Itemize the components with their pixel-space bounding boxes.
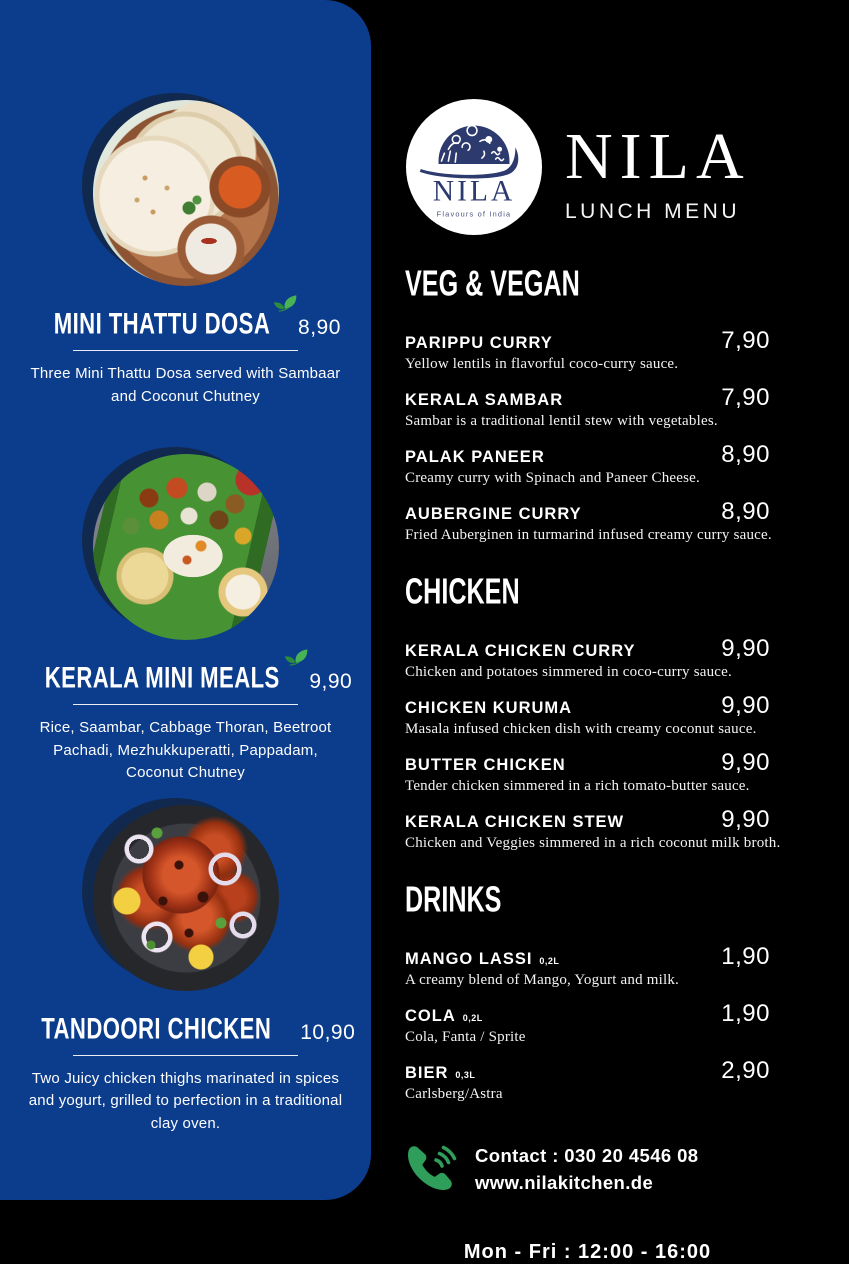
brand-title: NILA <box>565 120 751 193</box>
title-divider <box>73 704 298 705</box>
featured-item-price: 9,90 <box>309 670 353 693</box>
title-divider <box>73 1055 298 1056</box>
menu-item <box>405 806 781 852</box>
featured-title-row <box>19 660 353 695</box>
menu-item <box>405 692 770 738</box>
menu-item-row <box>405 749 770 777</box>
menu-section <box>405 266 770 544</box>
menu-item-name: PARIPPU CURRY <box>405 334 553 352</box>
menu-item <box>405 498 770 544</box>
menu-item-price: 9,90 <box>721 692 770 719</box>
section-items <box>405 327 770 544</box>
featured-item-price: 8,90 <box>298 316 341 339</box>
opening-hours: Mon - Fri : 12:00 - 16:00 <box>463 1241 712 1263</box>
menu-item-description: Tender chicken simmered in a rich tomato-butter sauce. <box>405 778 750 794</box>
menu-item-description: Masala infused chicken dish with creamy coconut sauce. <box>405 721 757 737</box>
featured-list <box>16 100 356 1135</box>
menu-item-row <box>405 327 770 355</box>
menu-item-name: BUTTER CHICKEN <box>405 756 566 774</box>
menu-item-description: Fried Auberginen in turmarind infused creamy curry sauce. <box>405 527 772 543</box>
menu-sections <box>405 264 781 1103</box>
nila-logo <box>405 98 543 236</box>
menu-item-name: KERALA CHICKEN CURRY <box>405 642 636 660</box>
section-heading: VEG & VEGAN <box>405 264 580 304</box>
menu-item-name: MANGO LASSI <box>405 950 533 968</box>
menu-item-price: 7,90 <box>721 327 770 354</box>
menu-item-description: Chicken and potatoes simmered in coco-curry sauce. <box>405 664 732 680</box>
featured-item <box>16 100 356 408</box>
brand-block <box>565 120 751 224</box>
menu-item-name: PALAK PANEER <box>405 448 545 466</box>
menu-item-description: Carlsberg/Astra <box>405 1086 503 1102</box>
menu-item-row <box>405 441 770 469</box>
featured-title-row <box>16 1011 356 1046</box>
menu-item-price: 7,90 <box>721 384 770 411</box>
menu-item-name: COLA <box>405 1007 456 1025</box>
featured-item-title: KERALA MINI MEALS <box>44 660 280 694</box>
featured-title-row <box>30 306 341 341</box>
menu-item <box>405 635 770 681</box>
menu-subtitle: LUNCH MENU <box>565 200 741 223</box>
menu-item-price: 1,90 <box>721 1000 770 1027</box>
leaf-icon <box>283 647 310 667</box>
menu-header <box>405 98 770 236</box>
featured-item-description: Three Mini Thattu Dosa served with Sambaar and Coconut Chutney <box>30 365 341 405</box>
menu-item-row <box>405 692 770 720</box>
featured-item-title: TANDOORI CHICKEN <box>40 1011 271 1045</box>
section-heading: CHICKEN <box>405 572 520 612</box>
menu-item-price: 9,90 <box>721 635 770 662</box>
menu-item-row <box>405 498 770 526</box>
logo-tagline: Flavours of India <box>436 209 512 219</box>
logo-wordmark: NILA <box>432 175 516 208</box>
section-heading: DRINKS <box>405 880 502 920</box>
section-items <box>405 943 770 1103</box>
section-items <box>405 635 781 852</box>
menu-item-size: 0,2L <box>462 1013 483 1023</box>
menu-item-row <box>405 943 770 971</box>
menu-item-size: 0,3L <box>455 1070 476 1080</box>
menu-item-name: BIER <box>405 1064 449 1082</box>
contact-lines <box>475 1143 699 1197</box>
featured-item-description: Two Juicy chicken thighs marinated in spices and yogurt, grilled to perfection in a traditional clay oven. <box>28 1069 343 1132</box>
menu-item-price: 1,90 <box>721 943 770 970</box>
menu-item-name: CHICKEN KURUMA <box>405 699 573 717</box>
menu-item-name: KERALA CHICKEN STEW <box>405 813 625 831</box>
section-heading-row <box>405 266 770 305</box>
contact-website: www.nilakitchen.de <box>475 1172 654 1193</box>
contact-block <box>405 1143 770 1197</box>
menu-item-description: A creamy blend of Mango, Yogurt and milk. <box>405 972 680 988</box>
title-divider <box>73 350 298 351</box>
menu-section <box>405 572 781 852</box>
section-heading-row <box>405 574 770 613</box>
menu-item-description: Sambar is a traditional lentil stew with vegetables. <box>405 413 718 429</box>
menu-item-description: Yellow lentils in flavorful coco-curry sauce. <box>405 356 679 372</box>
menu-item <box>405 1000 770 1046</box>
menu-column <box>371 0 849 1263</box>
menu-item-description: Chicken and Veggies simmered in a rich coconut milk broth. <box>405 835 781 851</box>
menu-item <box>405 327 770 373</box>
menu-item-row <box>405 806 770 834</box>
menu-item-row <box>405 384 770 412</box>
featured-item-title: MINI THATTU DOSA <box>53 306 271 340</box>
menu-section <box>405 882 770 1103</box>
menu-item <box>405 441 770 487</box>
menu-item-row <box>405 1000 770 1028</box>
menu-item-description: Creamy curry with Spinach and Paneer Cheese. <box>405 470 700 486</box>
dish-photo <box>93 454 279 640</box>
menu-item-name: KERALA SAMBAR <box>405 391 564 409</box>
featured-item-price: 10,90 <box>300 1020 356 1044</box>
leaf-icon <box>272 293 299 313</box>
dish-photo <box>93 805 279 991</box>
section-heading-row <box>405 882 770 921</box>
menu-item-row <box>405 635 770 663</box>
menu-item-price: 8,90 <box>721 498 770 525</box>
contact-phone: Contact : 030 20 4546 08 <box>475 1145 699 1167</box>
featured-item-description: Rice, Saambar, Cabbage Thoran, Beetroot Pachadi, Mezhukkuperatti, Pappadam, Coconut Chutney <box>39 719 332 781</box>
menu-item <box>405 943 770 989</box>
menu-item-price: 8,90 <box>721 441 770 468</box>
menu-item-name: AUBERGINE CURRY <box>405 505 582 523</box>
featured-panel <box>0 0 371 1200</box>
menu-item-price: 2,90 <box>721 1057 770 1084</box>
phone-icon <box>405 1143 459 1197</box>
menu-item-price: 9,90 <box>721 749 770 776</box>
featured-item <box>16 805 356 1136</box>
menu-item <box>405 1057 770 1103</box>
dish-photo <box>93 100 279 286</box>
menu-item-description: Cola, Fanta / Sprite <box>405 1029 526 1045</box>
menu-item <box>405 384 770 430</box>
menu-item <box>405 749 770 795</box>
featured-item <box>16 454 356 785</box>
menu-item-size: 0,2L <box>539 956 560 966</box>
menu-item-price: 9,90 <box>721 806 770 833</box>
menu-item-row <box>405 1057 770 1085</box>
